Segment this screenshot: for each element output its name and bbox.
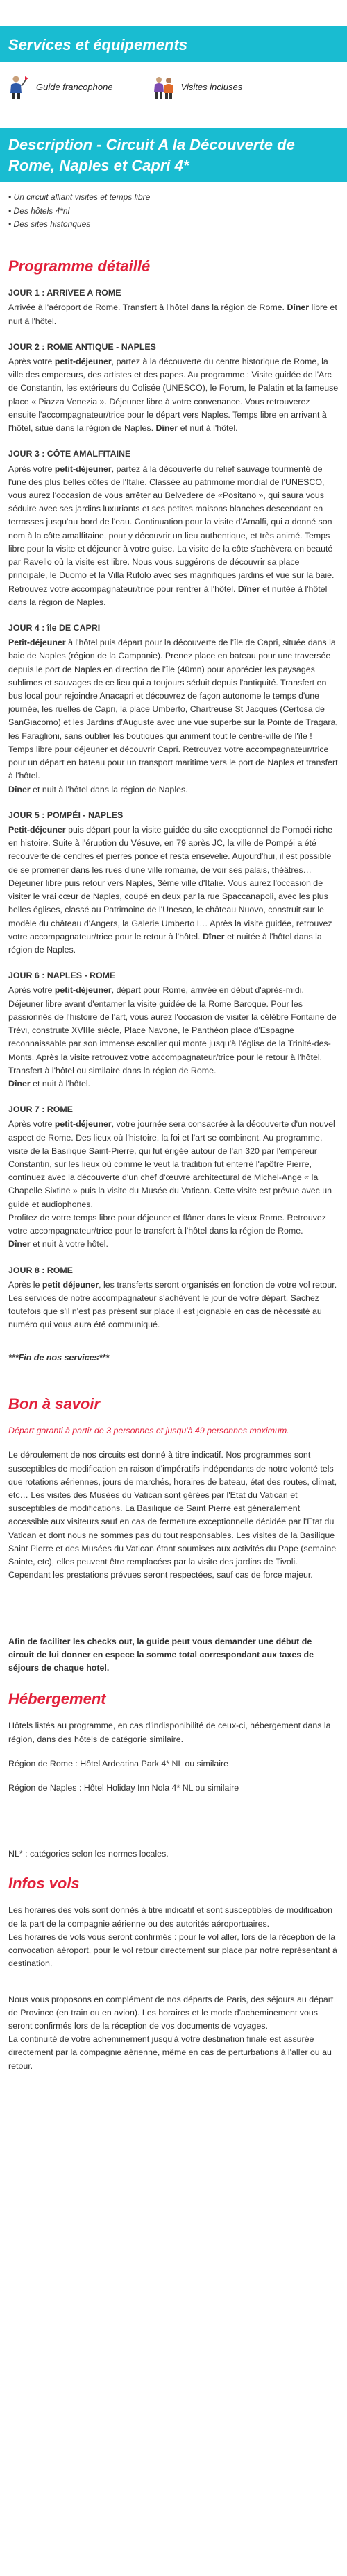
program-day [0, 969, 347, 1091]
infos-vols-section [0, 1904, 347, 2072]
day-paragraph: Profitez de votre temps libre pour déjeuner et flâner dans le vieux Rome. Retrouvez votre accompagnateur/trice pour le transfert à l'hôtel dans la région de Rome. [8, 1212, 326, 1236]
paragraph: Les horaires des vols sont donnés à titre indicatif et sont susceptibles de modification de la part de la compagnie aérienne ou des autorités aéroportuaires. [8, 1905, 332, 1929]
bon-a-savoir-title: Bon à savoir [8, 1395, 101, 1413]
description-header: Description - Circuit A la Découverte de Rome, Naples et Capri 4* [0, 128, 347, 182]
day-title: JOUR 7 : ROME [8, 1104, 73, 1115]
sightseeing-icon [153, 75, 174, 100]
service-item [8, 75, 113, 100]
paragraph: La continuité de votre acheminement jusqu'à votre destination finale est assurée directement par la compagnie aérienne, même en cas de perturbations à l'aller ou au retour. [8, 2034, 332, 2071]
departure-warning: Départ garanti à partir de 3 personnes et jusqu'à 49 personnes maximum. [8, 1426, 289, 1436]
program-day [0, 341, 347, 436]
hebergement-title: Hébergement [8, 1690, 106, 1708]
day-paragraph: Temps libre pour déjeuner et découvrir Capri. Retrouvez votre accompagnateur/trice pour un départ en bateau pour un transport maritime vers le port de Naples et transfert à l'hôtel. [8, 744, 338, 781]
end-of-services: ***Fin de nos services*** [8, 1352, 110, 1363]
program-day [0, 287, 347, 328]
day-paragraph: Transfert à l'hôtel ou similaire dans la région de Rome. [8, 1065, 217, 1075]
day-paragraph: Les services de notre accompagnateur s'achèvent le jour de votre départ. Sachez toutefois que s'il n'est pas présent sur place il est joignable en cas de nécessité au numéro qui vous aura été communiqué. [8, 1293, 322, 1330]
day-title: JOUR 5 : POMPÉI - NAPLES [8, 810, 124, 820]
hebergement-section [0, 1719, 347, 1861]
day-paragraph: Après votre petit-déjeuner, votre journée sera consacrée à la découverte d'un nouvel aspect de Rome. Des lieux où l'histoire, la foi et l'art se combinent. Au programme, visite de la Basilique Saint-Pierre, qui fut érigée autour de l'an 320 par l'empereur Constantin, sur les lieux où comme le veut la tradition fut enterré l'apôtre Pierre, continuez avec la découverte d'un chef d'œuvre architectural de Michel-Ange « la Chapelle Sixtine » puis la visite du Musée du Vatican. Cette visite est prévue avec un guide et audiophones. [8, 1119, 335, 1209]
paragraph: Hôtels listés au programme, en cas d'indisponibilité de ceux-ci, hébergement dans la région, dans des hôtels de catégorie similaire. [8, 1721, 331, 1744]
program-day [0, 622, 347, 796]
day-paragraph: Déjeuner libre puis retour vers Naples, 3ème ville d'Italie. Vous aurez l'occasion de visiter le vrai cœur de Naples, coupé en deux par la rue Spaccanapoli, avec les plus belles églises, classé au Patrimoine de l'Unesco, le château Nuovo, construit sur le modèle du château d'Angers, la Galerie Umberto I… Après la visite guidée, retrouvez votre accompagnateur/trice pour le retour à l'hôtel. Dîner et nuitée à l'hôtel dans la région de Naples. [8, 878, 332, 955]
services-header: Services et équipements [0, 26, 347, 62]
day-paragraph: Après votre petit-déjeuner, partez à la découverte du centre historique de Rome, la ville des empereurs, des artistes et des papes. Au programme : Visite guidée de l'Arc de Constantin, les extérieurs du Colisée (UNESCO), le Forum, le Palatin et la fameuse place « Piazza Venezia ». Déjeuner libre à votre convenance. Vous retrouverez ensuite l'accompagnateur/trice pour le départ vers Naples. Temps libre en arrivant à l'hôtel, situé dans la région de Naples. Dîner et nuit à l'hôtel. [8, 357, 339, 434]
bon-a-savoir-section [0, 1424, 347, 1675]
category-note: NL* : catégories selon les normes locales. [8, 1849, 169, 1859]
day-title: JOUR 4 : île DE CAPRI [8, 622, 101, 633]
day-paragraph: Petit-déjeuner à l'hôtel puis départ pour la découverte de l'île de Capri, située dans la baie de Naples (région de la Campanie). Prenez place en bateau pour une traversée depuis le port de Naples en direction de l'île (40mn) pour apprécier les paysages sublimes et sauvages de ce lieu qui a toujours séduit depuis l'antiquité. Transfert en bus local pour rejoindre Anacapri et découvrez de façon autonome le temps d'une journée, les ruelles de Capri, la place Umberto, Chartreuse St Jacques (Certosa de SanGiacomo) et les Jardins d'Auguste avec une vue superbe sur la Pointe de Tragara, les Faraglioni, sans oublier les boutiques qui animent tout le centre-ville de l'île ! [8, 638, 338, 741]
program-day [0, 447, 347, 609]
paragraph: Le déroulement de nos circuits est donné à titre indicatif. Nos programmes sont susceptibles de modification en raison d'impératifs indépendants de notre volonté tels que rotations aériennes, jours de marchés, horaires de bateau, état des routes, climat, etc… Les visites des Musées du Vatican sont gérées par l'Etat du Vatican et susceptibles de modifications. La Basilique de Saint Pierre est généralement accessible aux visiteurs sauf en cas de fermeture exceptionnelle décidée par l'Etat du Vatican et dont nous ne sommes pas du tout responsables. Les visites de la Basilique Saint Pierre et des Musées du Vatican étant soumises aux activités du Pape (semaine Sainte, etc), elles peuvent être remplacées par la visite des jardins de Tivoli. Cependant les prestations prévues seront respectées, sauf cas de force majeur. [8, 1450, 337, 1580]
paragraph: Nous vous proposons en complément de nos départs de Paris, des séjours au départ de Province (en train ou en avion). Les horaires et le mode d'acheminement vous seront confirmés lors de la réception de vos documents de voyages. [8, 1994, 334, 2031]
day-title: JOUR 6 : NAPLES - ROME [8, 971, 116, 981]
day-paragraph: Dîner et nuit à votre hôtel. [8, 1239, 108, 1249]
paragraph: Les horaires de vols vous seront confirmés : pour le vol aller, lors de la réception de la convocation aéroport, pour le vol retour directement sur place par notre représentant à destination. [8, 1931, 337, 1969]
day-paragraph: Après le petit déjeuner, les transferts seront organisés en fonction de votre vol retour. [8, 1279, 337, 1290]
tour-guide-icon [8, 75, 29, 100]
list-item: • Des sites historiques [8, 218, 339, 231]
services-list [0, 62, 347, 100]
day-paragraph: Dîner et nuit à l'hôtel dans la région de Naples. [8, 784, 188, 794]
day-title: JOUR 8 : ROME [8, 1265, 73, 1275]
day-paragraph: Petit-déjeuner puis départ pour la visite guidée du site exceptionnel de Pompéi riche en histoire. Suite à l'éruption du Vésuve, en 79 après JC, la ville de Pompéi a été recouverte de cendres et pierres ponce et resta ensevelie. Aujourd'hui, il est possible de se promener dans les rues d'une ville romaine, de voir ses palais, théâtres… [8, 825, 332, 875]
hotel-item: Région de Naples : Hôtel Holiday Inn Nola 4* NL ou similaire [8, 1782, 239, 1793]
program-day [0, 1103, 347, 1251]
list-item: • Des hôtels 4*nl [8, 205, 339, 218]
day-paragraph: Après votre petit-déjeuner, partez à la découverte du relief sauvage tourmenté de l'une des plus belles côtes de l'Italie. Classée au patrimoine mondial de l'UNESCO, vous aurez l'occasion de vous arrêter au Belvedere de «Positano », qui saura vous séduire avec ses jardins luxuriants et ses petites maisons blanches descendant en terrasses jusqu'au bord de l'eau. Continuation pour la visite d'Amalfi, qui a donné son nom à la côte amalfitaine, pour y découvrir un lieu authentique, et très animé. Temps libre pour la visite et déjeuner à votre guise. La visite de la côte s'achèvera en beauté par Ravello où la visite est libre. Nous vous suggérons de découvrir sa place principale, le Duomo et la Villa Rufolo avec ses magnifiques jardins et vue sur la baie. Retrouvez votre accompagnateur/trice pour rentrer à l'hôtel. Dîner et nuitée à l'hôtel dans la région de Naples. [8, 463, 335, 607]
program-day [0, 1264, 347, 1332]
service-label: Guide francophone [36, 82, 113, 93]
list-item: • Un circuit alliant visites et temps libre [8, 191, 339, 204]
day-paragraph: Après votre petit-déjeuner, départ pour Rome, arrivée en début d'après-midi. Déjeuner libre avant d'entamer la visite guidée de la Rome Baroque. Pour les passionnés de l'histoire de l'art, vous aurez l'occasion de visiter la célèbre Fontaine de Trévi, construite XVIIIe siècle, Place Navone, le Panthéon place d'Espagne reconnaissable par son immense escalier qui monte jusqu'à l'église de la Trinité-des-Monts. Après la visite retrouvez votre accompagnateur/trice pour le retour à l'hôtel. [8, 985, 337, 1062]
day-title: JOUR 1 : ARRIVEE A ROME [8, 288, 121, 298]
program-days [0, 287, 347, 1332]
day-paragraph: Dîner et nuit à l'hôtel. [8, 1078, 91, 1089]
program-title: Programme détaillé [8, 257, 151, 275]
program-day [0, 809, 347, 957]
service-label: Visites incluses [180, 82, 243, 93]
highlights-list [0, 191, 347, 231]
day-title: JOUR 3 : CÔTE AMALFITAINE [8, 449, 131, 459]
checkout-note: Afin de faciliter les checks out, la guide peut vous demander une début de circuit de lui donner en espece la somme total correspondant aux taxes de séjours de chaque hotel. [8, 1636, 314, 1673]
day-paragraph: Arrivée à l'aéroport de Rome. Transfert à l'hôtel dans la région de Rome. Dîner libre et nuit à l'hôtel. [8, 302, 337, 326]
infos-vols-title: Infos vols [8, 1875, 80, 1893]
hotel-item: Région de Rome : Hôtel Ardeatina Park 4* NL ou similaire [8, 1758, 229, 1768]
day-title: JOUR 2 : ROME ANTIQUE - NAPLES [8, 341, 156, 352]
service-item [153, 75, 243, 100]
